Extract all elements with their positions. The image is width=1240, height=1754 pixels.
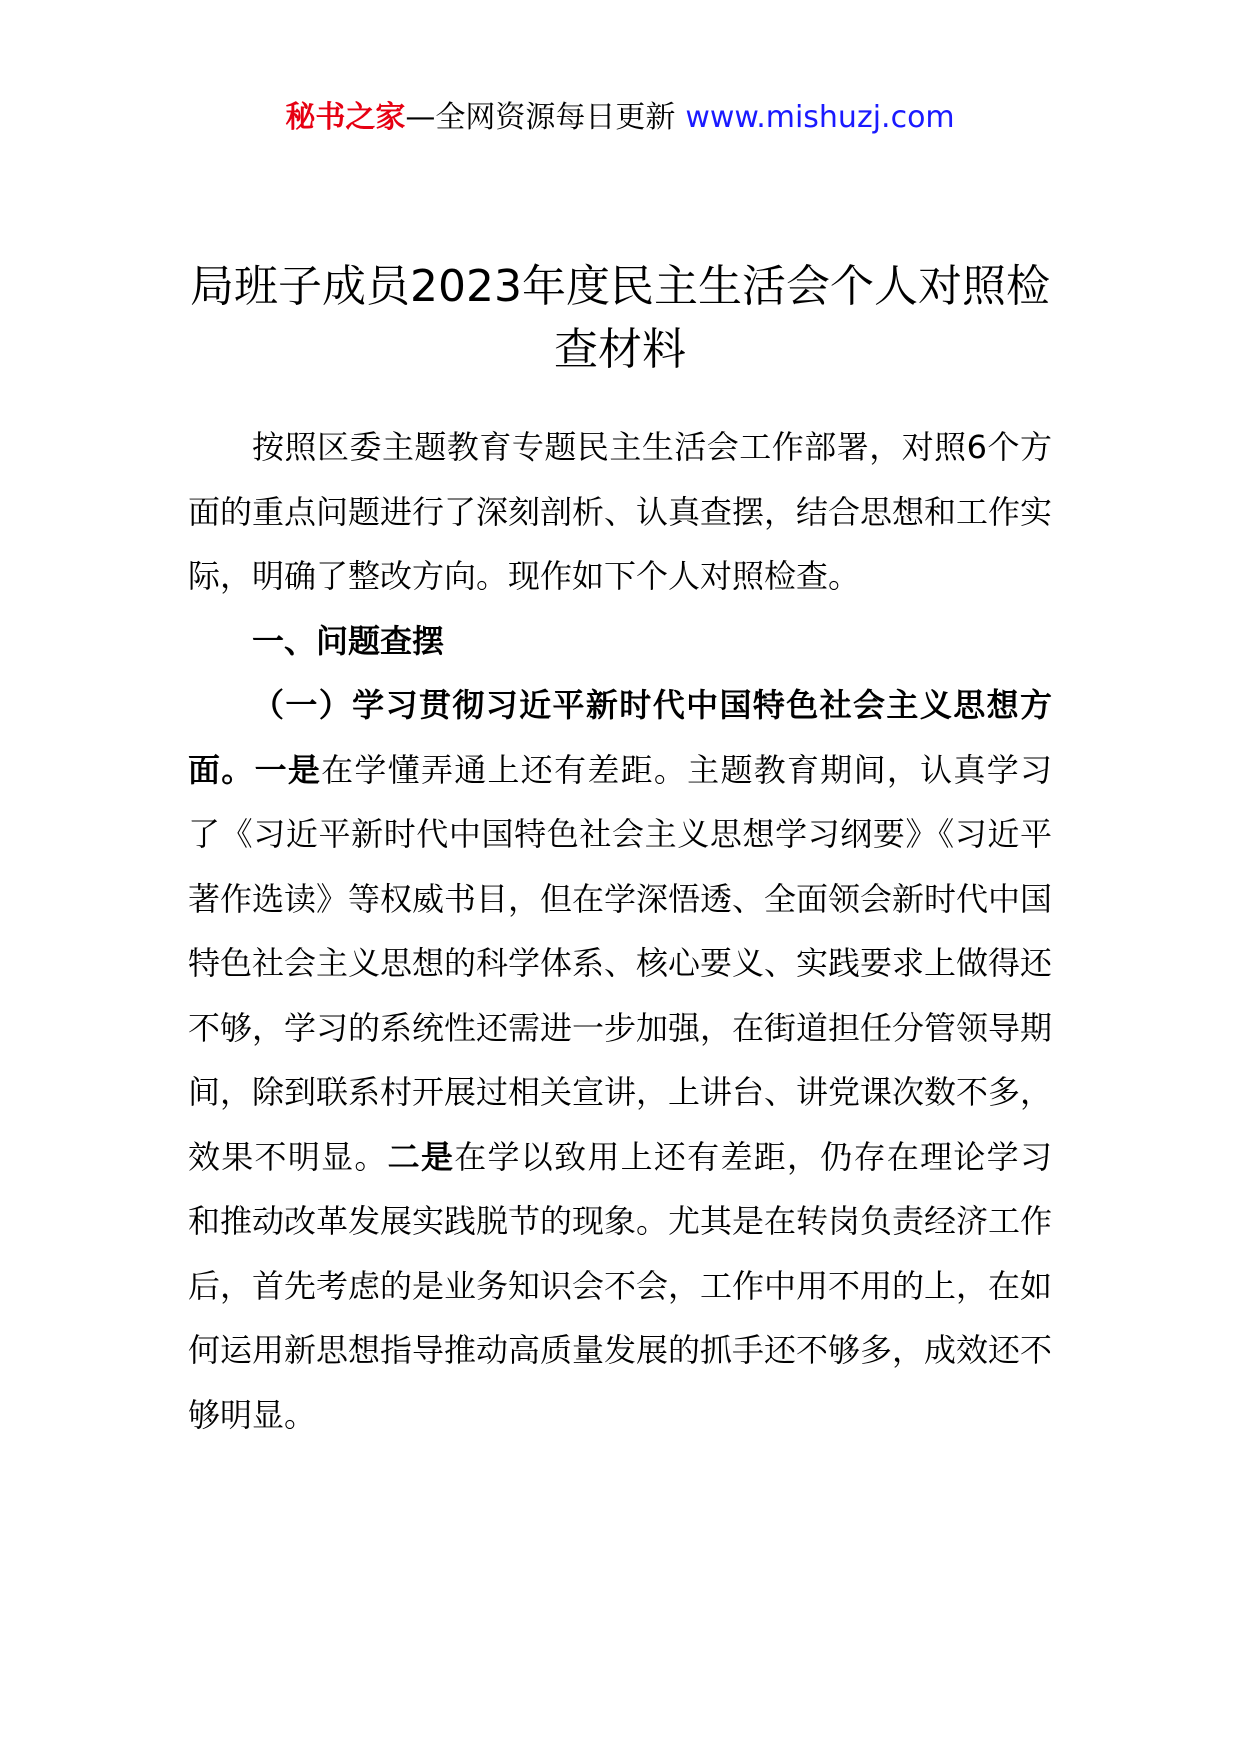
document-body — [188, 415, 1052, 1447]
point-1-label: 一是 — [254, 750, 322, 789]
section-heading: 一、问题查摆 — [252, 621, 445, 660]
document-title: 局班子成员2023年度民主生活会个人对照检查材料 — [190, 261, 1050, 375]
intro-paragraph: 按照区委主题教育专题民主生活会工作部署，对照6个方面的重点问题进行了深刻剖析、认真查摆，结合思想和工作实际，明确了整改方向。现作如下个人对照检查。 — [188, 428, 1053, 595]
point-2-text: 在学以致用上还有差距，仍存在理论学习和推动改革发展实践脱节的现象。尤其是在转岗负责经济工作后，首先考虑的是业务知识会不会，工作中用不用的上，在如何运用新思想指导推动高质量发展的抓手还不够多，成效还不够明显。 — [188, 1137, 1053, 1434]
point-1-text: 在学懂弄通上还有差距。主题教育期间，认真学习了《习近平新时代中国特色社会主义思想学习纲要》《习近平著作选读》等权威书目，但在学深悟透、全面领会新时代中国特色社会主义思想的科学体系、核心要义、实践要求上做得还不够，学习的系统性还需进一步加强，在街道担任分管领导期间，除到联系村开展过相关宣讲，上讲台、讲党课次数不多，效果不明显。 — [188, 750, 1053, 1176]
site-name: 秘书之家 — [285, 100, 406, 135]
site-tagline: —全网资源每日更新 — [405, 100, 676, 135]
site-url-link[interactable]: www.mishuzj.com — [685, 100, 955, 135]
subsection-paragraph — [188, 673, 1052, 1447]
subsection-heading: （一）学习贯彻习近平新时代中国特色社会主义思想方面。 — [188, 686, 1052, 789]
point-2-label: 二是 — [387, 1137, 455, 1176]
site-banner — [0, 98, 1240, 138]
